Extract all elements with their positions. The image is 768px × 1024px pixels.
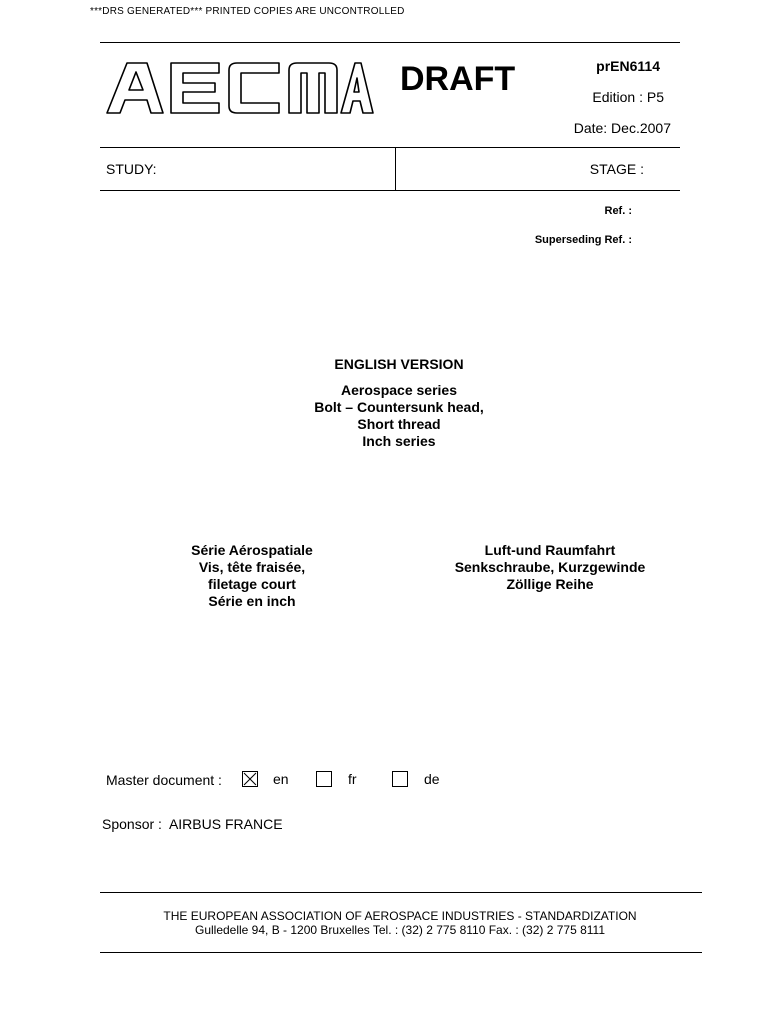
german-title-block <box>430 542 670 593</box>
footer-top-rule <box>100 892 702 893</box>
uncontrolled-copy-notice: ***DRS GENERATED*** PRINTED COPIES ARE UNCONTROLLED <box>90 6 405 17</box>
stage-label: STAGE : <box>589 161 644 177</box>
english-title-line: Bolt – Countersunk head, <box>314 399 484 415</box>
master-document-label: Master document : <box>106 772 222 788</box>
footer-organisation: THE EUROPEAN ASSOCIATION OF AEROSPACE INDUSTRIES - STANDARDIZATION <box>163 909 637 923</box>
english-title-line: Aerospace series <box>341 382 457 398</box>
aecma-logo <box>105 58 375 118</box>
ref-label: Ref. : <box>604 205 632 217</box>
french-title-line: Série Aérospatiale <box>191 542 313 558</box>
master-en-label: en <box>273 771 289 787</box>
french-title-line: Série en inch <box>208 593 296 609</box>
aecma-logo-graphic <box>105 58 375 118</box>
header-top-rule <box>100 42 680 43</box>
document-number: prEN6114 <box>596 58 660 74</box>
german-title-line: Luft-und Raumfahrt <box>484 542 616 558</box>
english-title-block <box>200 382 598 450</box>
master-fr-label: fr <box>348 771 357 787</box>
english-title-line: Inch series <box>362 433 436 449</box>
master-de-label: de <box>424 771 440 787</box>
header-middle-rule <box>100 147 680 148</box>
edition-label: Edition : P5 <box>592 89 664 105</box>
master-fr-checkbox[interactable] <box>316 771 332 787</box>
study-stage-divider <box>395 148 396 190</box>
footer-bottom-rule <box>100 952 702 953</box>
english-title-line: Short thread <box>357 416 441 432</box>
superseding-ref-label: Superseding Ref. : <box>534 234 632 246</box>
french-title-block <box>132 542 372 610</box>
master-de-checkbox[interactable] <box>392 771 408 787</box>
german-title-line: Senkschraube, Kurzgewinde <box>454 559 646 575</box>
french-title-line: Vis, tête fraisée, <box>198 559 306 575</box>
master-en-checkbox[interactable] <box>242 771 258 787</box>
date-label: Date: Dec.2007 <box>573 120 671 136</box>
german-title-line: Zöllige Reihe <box>506 576 594 592</box>
header-bottom-rule <box>100 190 680 191</box>
sponsor-label: Sponsor : <box>102 816 162 832</box>
french-title-line: filetage court <box>208 576 296 592</box>
draft-status-label: DRAFT <box>400 60 516 98</box>
checkbox-cross-icon <box>243 772 257 786</box>
study-label: STUDY: <box>106 161 157 177</box>
sponsor-value: AIRBUS FRANCE <box>168 816 283 832</box>
english-version-heading: ENGLISH VERSION <box>334 356 464 372</box>
sponsor-line <box>102 816 283 832</box>
footer-address: Gulledelle 94, B - 1200 Bruxelles Tel. : (32) 2 775 8110 Fax. : (32) 2 775 8111 <box>194 923 606 937</box>
